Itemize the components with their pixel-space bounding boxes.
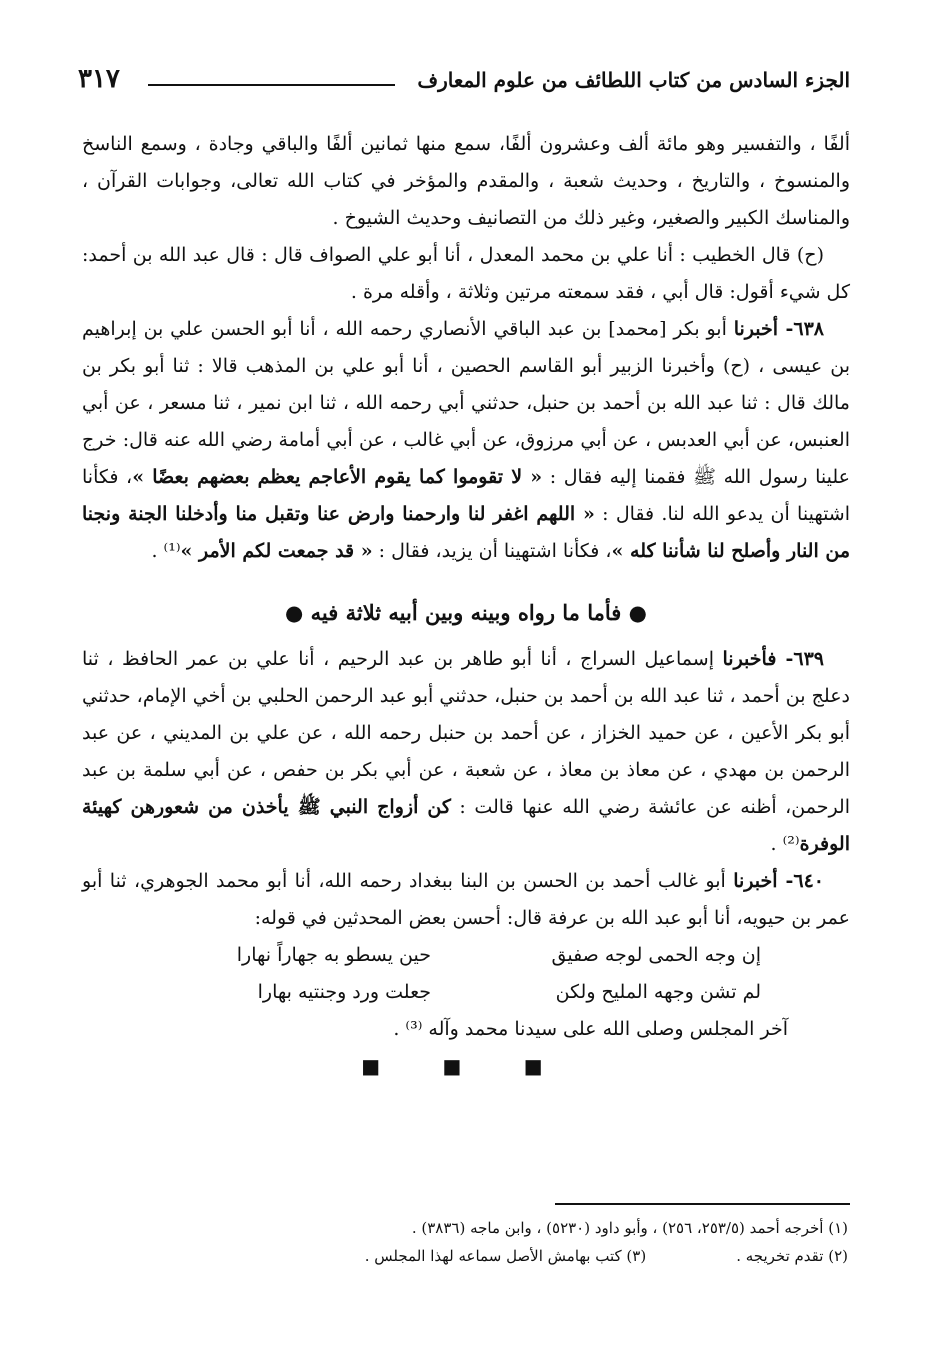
- paragraph-2: (ح) قال الخطيب : أنا علي بن محمد المعدل ، أنا أبو علي الصواف قال : قال عبد الله بن أحمد: كل شيء أقول: قال أبي ، فقد سمعته مرتين وثلاثة ، وأقله مرة .: [82, 244, 850, 303]
- hadith-text: ، فكأنا اشتهينا أن يدعو الله لنا. فقال :: [82, 466, 851, 525]
- verse-hemistich: لم تشن وجهه المليح ولكن: [555, 981, 761, 1003]
- verse-line: [82, 937, 850, 974]
- footnote-rule: [555, 1203, 850, 1205]
- footnote-2: (٢) تقدم تخريجه .: [736, 1247, 848, 1265]
- hadith-quote: « اللهم اغفر لنا وارحمنا وارض عنا وتقبل منا وأدخلنا الجنة ونجنا من النار وأصلح لنا شأننا كله »: [82, 503, 850, 562]
- footnote-3: (٣) كتب بهامش الأصل سماعه لهذا المجلس .: [364, 1247, 647, 1265]
- hadith-chain: أبو غالب أحمد بن الحسن بن البنا ببغداد رحمه الله، أنا أبو محمد الجوهري، ثنا أبو عمر بن حيويه، أنا أبو عبد الله بن عرفة قال: أحسن بعض المحدثين في قوله:: [82, 870, 850, 929]
- ornament-squares: ■ ■ ■: [361, 1054, 571, 1078]
- verse-line: [82, 974, 850, 1011]
- hadith-639: [82, 641, 850, 863]
- hadith-chain: إسماعيل السراج ، أنا أبو طاهر بن عبد الرحيم ، أنا علي بن عمر الحافظ ، ثنا دعلج بن أحمد ، ثنا عبد الله بن أحمد بن حنبل، حدثني أبو عبد الرحمن الحلبي بن أخي الإمام، حدثني أبو بكر الأعين ، عن حميد الخزاز ، عن أحمد بن حنبل رحمه الله ، عن علي بن المديني ، عن عبد الرحمن بن مهدي ، عن معاذ بن معاذ ، عن شعبة ، عن أبي بكر بن حفص ، عن أبي سلمة بن عبد الرحمن، أظنه عن عائشة رضي الله عنها قالت :: [82, 648, 850, 818]
- hadith-quote: « قد جمعت لكم الأمر »: [180, 540, 373, 562]
- paragraph-1: ألفًا ، والتفسير وهو مائة ألف وعشرون ألفًا، سمع منها ثمانين ألفًا والباقي وجادة ، وسمع الناسخ والمنسوخ ، والتاريخ ، وحديث شعبة ، والمقدم والمؤخر في كتاب الله تعالى، وجوابات القرآن ، والمناسك الكبير والصغير، وغير ذلك من التصانيف وحديث الشيوخ .: [82, 133, 850, 229]
- main-text: [82, 126, 850, 1085]
- footnote-row: [82, 1242, 848, 1270]
- verse-hemistich: إن وجه الحمى لوجه صفيق: [551, 944, 761, 966]
- footnote-1: (١) أخرجه أحمد (٢٥٣/٥، ٢٥٦) ، وأبو داود (٥٢٣٠) ، وابن ماجه (٣٨٣٦) .: [411, 1219, 848, 1237]
- footnote-ref: ⁽²⁾ .: [770, 833, 800, 855]
- hadith-quote: كن أزواج النبي ﷺ يأخذن من شعورهن كهيئة الوفرة: [82, 796, 850, 855]
- page-header: [78, 62, 850, 102]
- footnotes: [82, 1214, 848, 1270]
- hadith-640: [82, 863, 850, 937]
- hadith-chain: أبو بكر [محمد] بن عبد الباقي الأنصاري رحمه الله ، أنا أبو الحسن علي بن إبراهيم بن عيسى ، (ح) وأخبرنا الزبير أبو القاسم الحصين ، أنا أبو علي بن المذهب قالا : ثنا أبو بكر بن مالك قال : ثنا عبد الله بن أحمد بن حنبل، حدثني أبي رحمه الله ، ثنا ابن نمير ، ثنا مسعر ، عن أبي العنبس، عن أبي العدبس ، عن أبي مرزوق، عن أبي غالب ، عن أبي أمامة رضي الله عنه قال: خرج علينا رسول الله ﷺ فقمنا إليه فقال :: [82, 318, 850, 488]
- footnote-ref: ⁽¹⁾ .: [151, 540, 181, 562]
- hadith-number: ٦٣٨- أخبرنا: [733, 318, 824, 340]
- hadith-text: ، فكأنا اشتهينا أن يزيد، فقال :: [372, 540, 612, 562]
- header-rule: [148, 84, 395, 86]
- section-heading: ● فأما ما رواه وبينه وبين أبيه ثلاثة فيه ●: [285, 600, 647, 625]
- verse-hemistich: حين يسطو به جهاراً نهارا: [236, 944, 431, 966]
- running-title: الجزء السادس من كتاب اللطائف من علوم المعارف: [417, 68, 850, 92]
- closing-line: آخر المجلس وصلى الله على سيدنا محمد وآله ⁽³⁾ .: [393, 1018, 788, 1040]
- hadith-number: ٦٤٠- أخبرنا: [733, 870, 824, 892]
- hadith-638: [82, 311, 850, 570]
- hadith-number: ٦٣٩- فأخبرنا: [722, 648, 825, 670]
- verse-hemistich: جعلت ورد وجنتيه بهارا: [257, 981, 431, 1003]
- page-number: ٣١٧: [78, 64, 120, 94]
- hadith-quote: « لا تقوموا كما يقوم الأعاجم يعظم بعضهم بعضًا »: [132, 466, 543, 488]
